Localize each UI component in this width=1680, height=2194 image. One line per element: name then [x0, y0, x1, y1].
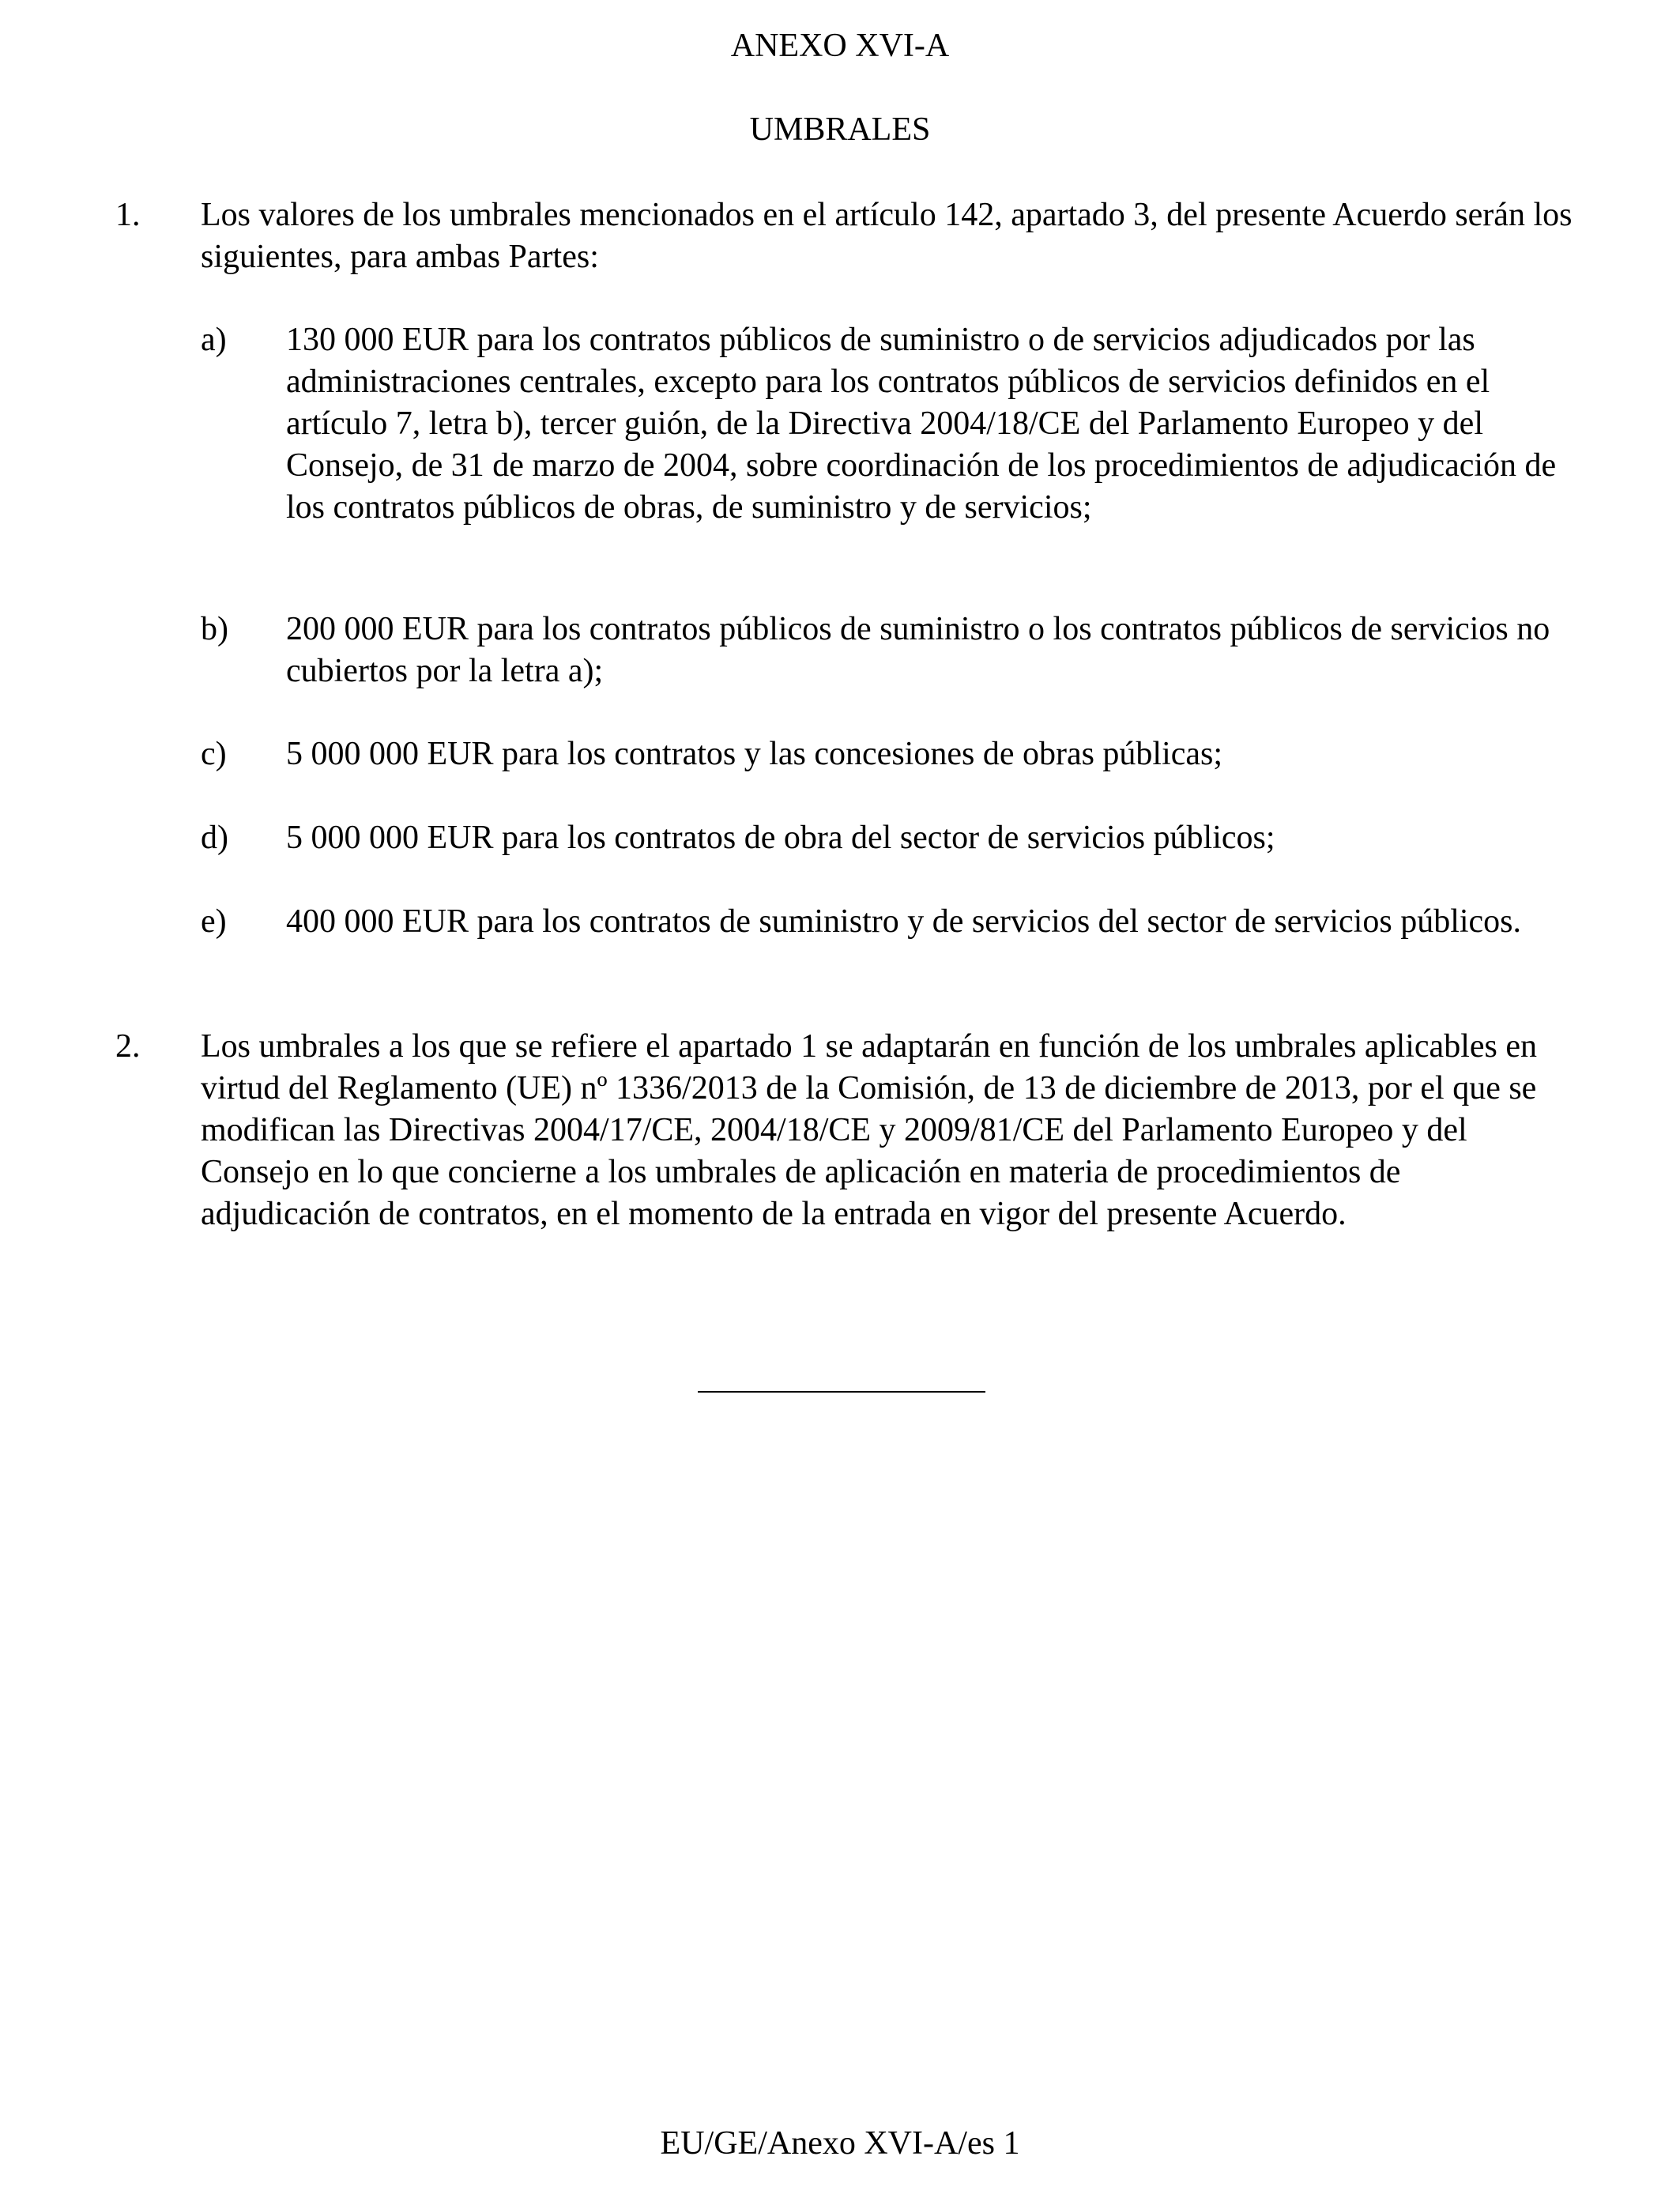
list-item-text: 5 000 000 EUR para los contratos de obra del sector de servicios públicos;	[286, 820, 1275, 856]
list-item-letter: b)	[201, 611, 228, 647]
list-item-letter: e)	[201, 903, 227, 940]
paragraph-2	[115, 1026, 1577, 1235]
list-item-text: 5 000 000 EUR para los contratos y las concesiones de obras públicas;	[286, 736, 1223, 772]
paragraph-number: 1.	[115, 197, 141, 233]
paragraph-number: 2.	[115, 1028, 141, 1065]
list-item-c	[201, 733, 1577, 775]
list-item-letter: c)	[201, 736, 227, 772]
annex-title: ANEXO XVI-A	[730, 28, 950, 64]
list-item-d	[201, 817, 1577, 859]
paragraph-text: Los valores de los umbrales mencionados en el artículo 142, apartado 3, del presente Acuerdo serán los siguientes, para ambas Partes:	[201, 197, 1573, 275]
paragraph-1	[115, 194, 1577, 278]
end-divider	[698, 1391, 985, 1393]
page-footer-reference: EU/GE/Anexo XVI-A/es 1	[660, 2125, 1020, 2162]
list-item-b	[201, 609, 1577, 692]
annex-subtitle: UMBRALES	[749, 111, 931, 148]
list-item-a	[201, 319, 1577, 529]
paragraph-text: Los umbrales a los que se refiere el apartado 1 se adaptarán en función de los umbrales aplicables en virtud del Reglamento (UE) nº 1336/2013 de la Comisión, de 13 de diciembre de 2013, por el que se modifican las Directivas 2004/17/CE, 2004/18/CE y 2009/81/CE del Parlamento Europeo y del Consejo en lo que concierne a los umbrales de aplicación en materia de procedimientos de adjudicación de contratos, en el momento de la entrada en vigor del presente Acuerdo.	[201, 1028, 1537, 1232]
list-item-text: 130 000 EUR para los contratos públicos de suministro o de servicios adjudicados por las administraciones centrales, excepto para los contratos públicos de servicios definidos en el artículo 7, letra b), tercer guión, de la Directiva 2004/18/CE del Parlamento Europeo y del Consejo, de 31 de marzo de 2004, sobre coordinación de los procedimientos de adjudicación de los contratos públicos de obras, de suministro y de servicios;	[286, 322, 1557, 526]
list-item-text: 400 000 EUR para los contratos de suministro y de servicios del sector de servicios públicos.	[286, 903, 1522, 940]
list-item-letter: d)	[201, 820, 228, 856]
list-item-text: 200 000 EUR para los contratos públicos de suministro o los contratos públicos de servicios no cubiertos por la letra a);	[286, 611, 1550, 689]
list-item-letter: a)	[201, 322, 227, 358]
list-item-e	[201, 901, 1577, 943]
